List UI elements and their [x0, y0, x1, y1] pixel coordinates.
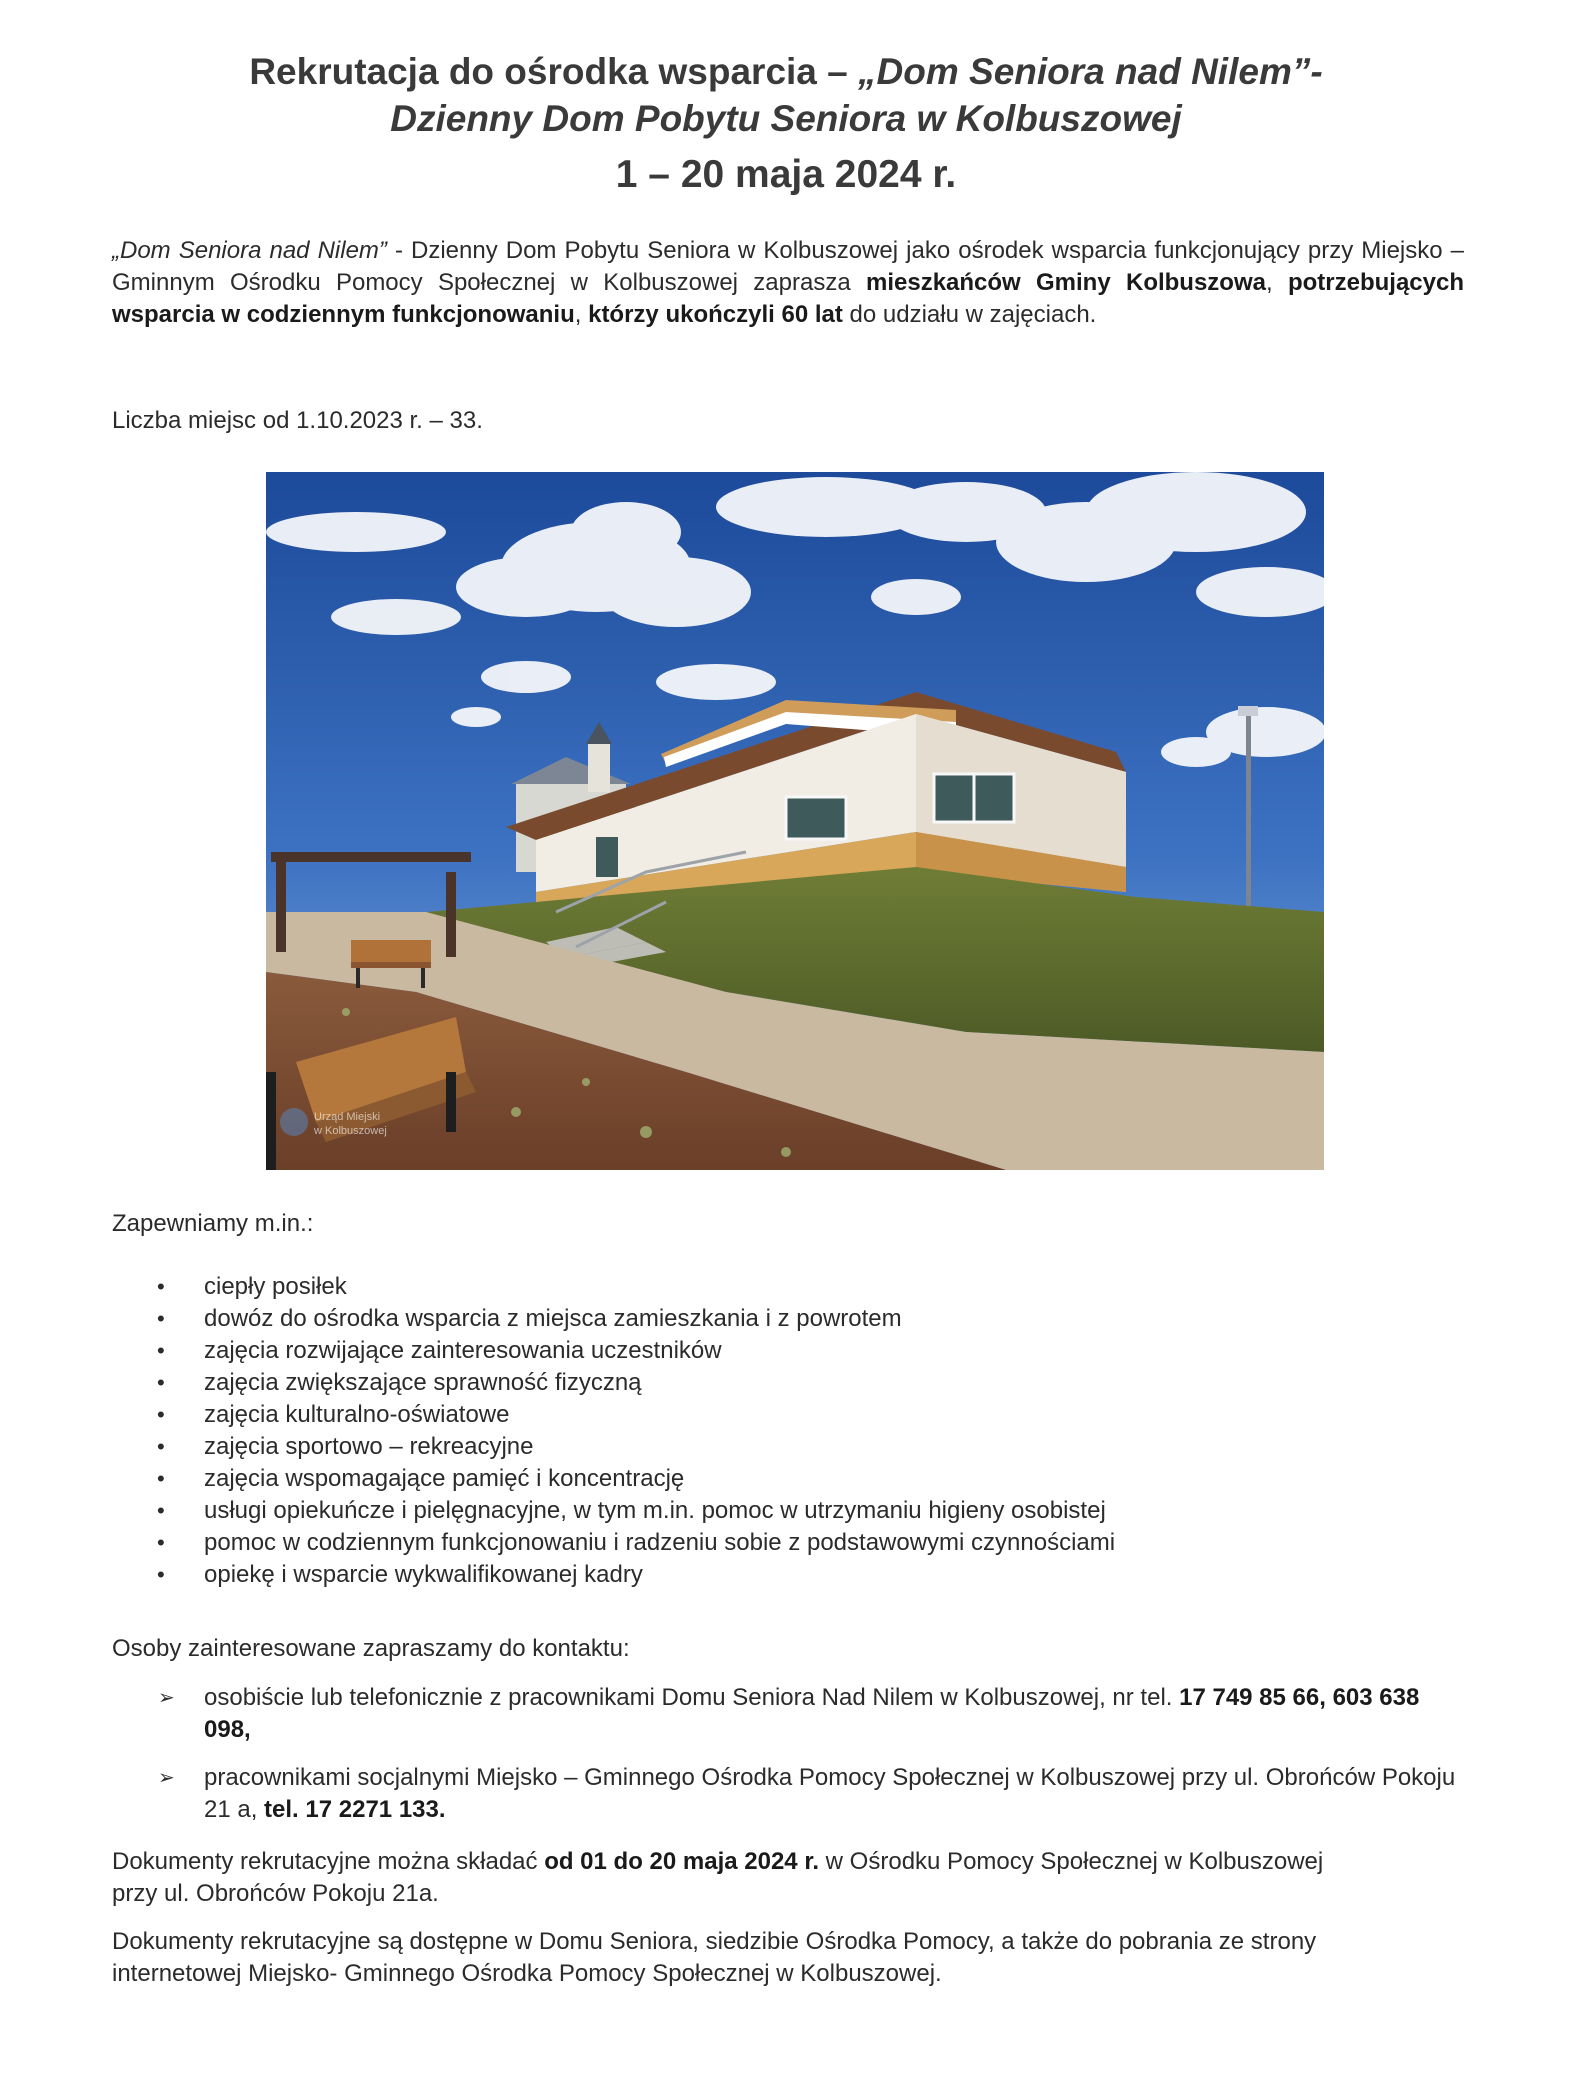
offer-list-item — [112, 1367, 1464, 1399]
intro-bold-residents: mieszkańców Gminy Kolbuszowa — [865, 269, 1266, 296]
documents-availability: Dokumenty rekrutacyjne są dostępne w Domu Seniora, siedzibie Ośrodka Pomocy, a także do pobrania ze strony internetowej Miejsko- Gminnego Ośrodka Pomocy Społecznej w Kolbuszowej. — [112, 1928, 1317, 1987]
places-count: Liczba miejsc od 1.10.2023 r. – 33. — [112, 407, 483, 434]
offer-list-item-text: zajęcia zwiększające sprawność fizyczną — [204, 1369, 642, 1396]
offer-list-item-text: opiekę i wsparcie wykwalifikowanej kadry — [204, 1561, 643, 1588]
offer-list-item — [112, 1559, 1464, 1591]
arrow-icon: ➢ — [158, 1687, 175, 1709]
bullet-icon: • — [157, 1562, 165, 1587]
documents-deadline — [112, 1846, 1352, 1910]
title-date: 1 – 20 maja 2024 r. — [615, 153, 957, 196]
bullet-icon: • — [157, 1274, 165, 1299]
offer-list-item-text: usługi opiekuńcze i pielęgnacyjne, w tym m.in. pomoc w utrzymaniu higieny osobistej — [204, 1497, 1106, 1524]
offer-list-item — [112, 1495, 1464, 1527]
contact-item-1-text — [204, 1682, 1472, 1746]
contact-item-2-phone: tel. 17 2271 133. — [264, 1796, 446, 1823]
contact-item-2-plain: pracownikami socjalnymi Miejsko – Gminnego Ośrodka Pomocy Społecznej w Kolbuszowej przy ul. Obrońców Pokoju 21 a, — [204, 1764, 1456, 1823]
title-italic-subtitle: Dzienny Dom Pobytu Seniora w Kolbuszowej — [390, 98, 1182, 139]
bullet-icon: • — [157, 1338, 165, 1363]
intro-text-a: - Dzienny Dom Pobytu Seniora w Kolbuszowej jako ośrodek wsparcia funkcjonujący przy Miejsko – Gminnym Ośrodku Pomocy Społecznej w Kolbuszowej zaprasza — [112, 237, 1464, 296]
intro-text-d: , — [574, 301, 589, 328]
bullet-icon: • — [157, 1498, 165, 1523]
bullet-icon: • — [157, 1370, 165, 1395]
intro-bold-age: którzy ukończyli 60 lat — [588, 301, 843, 328]
offer-list-item-text: ciepły posiłek — [204, 1273, 347, 1300]
offer-list-item-text: zajęcia rozwijające zainteresowania uczestników — [204, 1337, 722, 1364]
offer-list-item — [112, 1335, 1464, 1367]
bullet-icon: • — [157, 1466, 165, 1491]
documents-dates: od 01 do 20 maja 2024 r. — [544, 1848, 820, 1875]
offer-list-item-text: pomoc w codziennym funkcjonowaniu i radzeniu sobie z podstawowymi czynnościami — [204, 1529, 1116, 1556]
bullet-icon: • — [157, 1434, 165, 1459]
bullet-icon: • — [157, 1402, 165, 1427]
offer-heading: Zapewniamy m.in.: — [112, 1210, 314, 1237]
title-text: Rekrutacja do ośrodka wsparcia – — [249, 51, 859, 92]
arrow-icon: ➢ — [158, 1767, 175, 1789]
offer-list-item — [112, 1399, 1464, 1431]
title-italic-name: „Dom Seniora nad Nilem”- — [858, 51, 1323, 92]
offer-list-item — [112, 1303, 1464, 1335]
offer-list-item — [112, 1527, 1464, 1559]
contact-heading: Osoby zainteresowane zapraszamy do kontaktu: — [112, 1635, 630, 1662]
offer-list-item — [112, 1431, 1464, 1463]
bullet-icon: • — [157, 1530, 165, 1555]
intro-paragraph — [112, 235, 1464, 331]
contact-item-1-phones: 17 749 85 66, 603 638 098, — [204, 1684, 1420, 1743]
offer-list — [112, 1271, 1464, 1591]
lamp-post — [1246, 712, 1251, 912]
intro-text-e: do udziału w zajęciach. — [842, 301, 1097, 328]
documents-text-a: Dokumenty rekrutacyjne można składać — [112, 1848, 545, 1875]
watermark-line-1: Urząd Miejski — [314, 1111, 381, 1123]
title-line-1 — [0, 50, 1572, 94]
contact-item-1 — [112, 1682, 1472, 1746]
watermark-line-2: w Kolbuszowej — [314, 1125, 387, 1137]
offer-list-item — [112, 1463, 1464, 1495]
intro-name: „Dom Seniora nad Nilem” — [112, 237, 387, 264]
watermark-logo — [280, 1108, 387, 1137]
contact-item-2-text — [204, 1762, 1472, 1826]
offer-list-item-text: zajęcia sportowo – rekreacyjne — [204, 1433, 534, 1460]
offer-list-item-text: zajęcia wspomagające pamięć i koncentrację — [204, 1465, 685, 1492]
bullet-icon: • — [157, 1306, 165, 1331]
contact-item-2 — [112, 1762, 1472, 1826]
contact-item-1-plain: osobiście lub telefonicznie z pracownikami Domu Seniora Nad Nilem w Kolbuszowej, nr tel. — [204, 1684, 1180, 1711]
building-photo — [266, 472, 1324, 1170]
intro-text-c: , — [1266, 269, 1288, 296]
title-line-2 — [0, 97, 1572, 141]
documents-text-b: w Ośrodku Pomocy Społecznej w Kolbuszowej przy ul. Obrońców Pokoju 21a. — [112, 1848, 1324, 1907]
intro-bold-needs: potrzebujących wsparcia w codziennym funkcjonowaniu — [112, 269, 1465, 328]
offer-list-item-text: dowóz do ośrodka wsparcia z miejsca zamieszkania i z powrotem — [204, 1305, 902, 1332]
offer-list-item-text: zajęcia kulturalno-oświatowe — [204, 1401, 510, 1428]
building-illustration — [266, 472, 1324, 1170]
offer-list-item — [112, 1271, 1464, 1303]
